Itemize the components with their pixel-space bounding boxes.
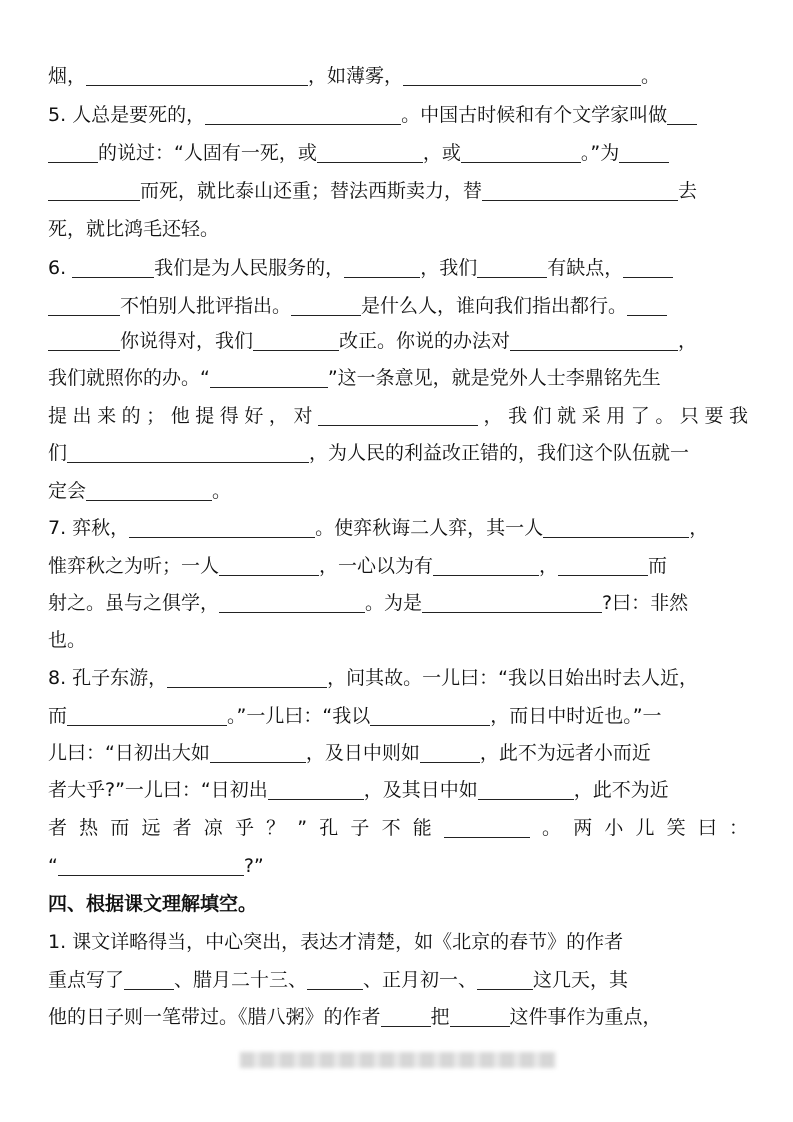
text-line: 不怕别人批评指出。 是什么人，谁向我们指出都行。 [48, 293, 748, 319]
text-line: 6. 我们是为人民服务的， ，我们 有缺点， [48, 255, 748, 281]
answer-blank[interactable] [478, 779, 574, 800]
answer-blank[interactable] [48, 142, 98, 163]
text-line: 者热而远者凉乎？”孔子不能 。两小儿笑曰： [48, 817, 748, 839]
answer-blank[interactable] [477, 257, 547, 278]
answer-blank[interactable] [219, 592, 365, 613]
answer-blank[interactable] [444, 817, 530, 838]
answer-blank[interactable] [48, 330, 120, 351]
answer-blank[interactable] [72, 257, 154, 278]
text-line: 7. 弈秋， 。使弈秋诲二人弈，其一人 ， [48, 517, 709, 539]
answer-blank[interactable] [381, 1006, 431, 1027]
text-line: 惟弈秋之为听；一人 ，一心以为有 ， 而 [48, 555, 668, 577]
answer-blank[interactable] [420, 742, 480, 763]
answer-blank[interactable] [344, 257, 420, 278]
answer-blank[interactable] [210, 742, 306, 763]
text-line: 的说过：“人固有一死，或 ，或 。”为 [48, 140, 748, 166]
text-line: 你说得对，我们 改正。你说的办法对 ， [48, 328, 748, 354]
section-heading: 四、根据课文理解填空。 [48, 893, 258, 915]
answer-blank[interactable] [219, 555, 319, 576]
answer-blank[interactable] [461, 142, 581, 163]
answer-blank[interactable] [433, 555, 539, 576]
answer-blank[interactable] [86, 65, 308, 86]
answer-blank[interactable] [67, 442, 309, 463]
answer-blank[interactable] [58, 855, 244, 876]
text-line: 1. 课文详略得当，中心突出，表达才清楚，如《北京的春节》的作者 [48, 931, 624, 953]
answer-blank[interactable] [370, 705, 490, 726]
answer-blank[interactable] [291, 295, 361, 316]
answer-blank[interactable] [253, 330, 339, 351]
answer-blank[interactable] [67, 705, 227, 726]
answer-blank[interactable] [510, 330, 678, 351]
answer-blank[interactable] [307, 969, 363, 990]
text-line: 我们就照你的办。“ ”这一条意见，就是党外人士李鼎铭先生 [48, 367, 661, 389]
text-line: 而死，就比泰山还重；替法西斯卖力，替 去 [48, 178, 748, 204]
text-line: 射之。虽与之俱学， 。为是 ?曰：非然 [48, 592, 689, 614]
text-line: 提出来的；他提得好，对 ，我们就采用了。只要我 [48, 405, 748, 427]
text-line: 们 ，为人民的利益改正错的，我们这个队伍就一 [48, 442, 690, 464]
text-line: 8. 孔子东游， ，问其故。一儿曰：“我以日始出时去人近， [48, 667, 699, 689]
answer-blank[interactable] [124, 969, 174, 990]
answer-blank[interactable] [477, 969, 533, 990]
answer-blank[interactable] [317, 142, 423, 163]
text-line: 重点写了 、腊月二十三、 、正月初一、 这几天，其 [48, 969, 629, 991]
text-line: 死，就比鸿毛还轻。 [48, 218, 220, 240]
answer-blank[interactable] [482, 180, 678, 201]
answer-blank[interactable] [619, 142, 669, 163]
answer-blank[interactable] [205, 104, 401, 125]
answer-blank[interactable] [129, 517, 315, 538]
answer-blank[interactable] [558, 555, 648, 576]
answer-blank[interactable] [86, 480, 212, 501]
answer-blank[interactable] [210, 367, 328, 388]
text-line: 定会 。 [48, 480, 232, 502]
answer-blank[interactable] [403, 65, 641, 86]
text-line: “ ?” [48, 855, 264, 877]
text-line: 也。 [48, 629, 87, 651]
answer-blank[interactable] [627, 295, 667, 316]
text-line: 他的日子则一笔带过。《腊八粥》的作者 把 这件事作为重点， [48, 1006, 662, 1028]
text-line: 者大乎?”一儿曰：“日初出 ，及其日中如 ，此不为近 [48, 779, 669, 801]
answer-blank[interactable] [48, 180, 140, 201]
text-line: 而 。”一儿曰：“我以 ，而日中时近也。”一 [48, 705, 662, 727]
answer-blank[interactable] [623, 257, 673, 278]
answer-blank[interactable] [48, 295, 120, 316]
answer-blank[interactable] [268, 779, 364, 800]
text-line: 儿曰：“日初出大如 ，及日中则如 ，此不为远者小而近 [48, 742, 651, 764]
text-line: 5. 人总是要死的， 。中国古时候和有个文学家叫做 [48, 102, 748, 128]
answer-blank[interactable] [422, 592, 602, 613]
answer-blank[interactable] [543, 517, 689, 538]
blurred-footer-watermark [240, 1052, 556, 1068]
answer-blank[interactable] [450, 1006, 510, 1027]
answer-blank[interactable] [167, 667, 327, 688]
text-line: 烟， ，如薄雾， 。 [48, 65, 661, 87]
answer-blank[interactable] [318, 405, 478, 426]
answer-blank[interactable] [667, 104, 697, 125]
